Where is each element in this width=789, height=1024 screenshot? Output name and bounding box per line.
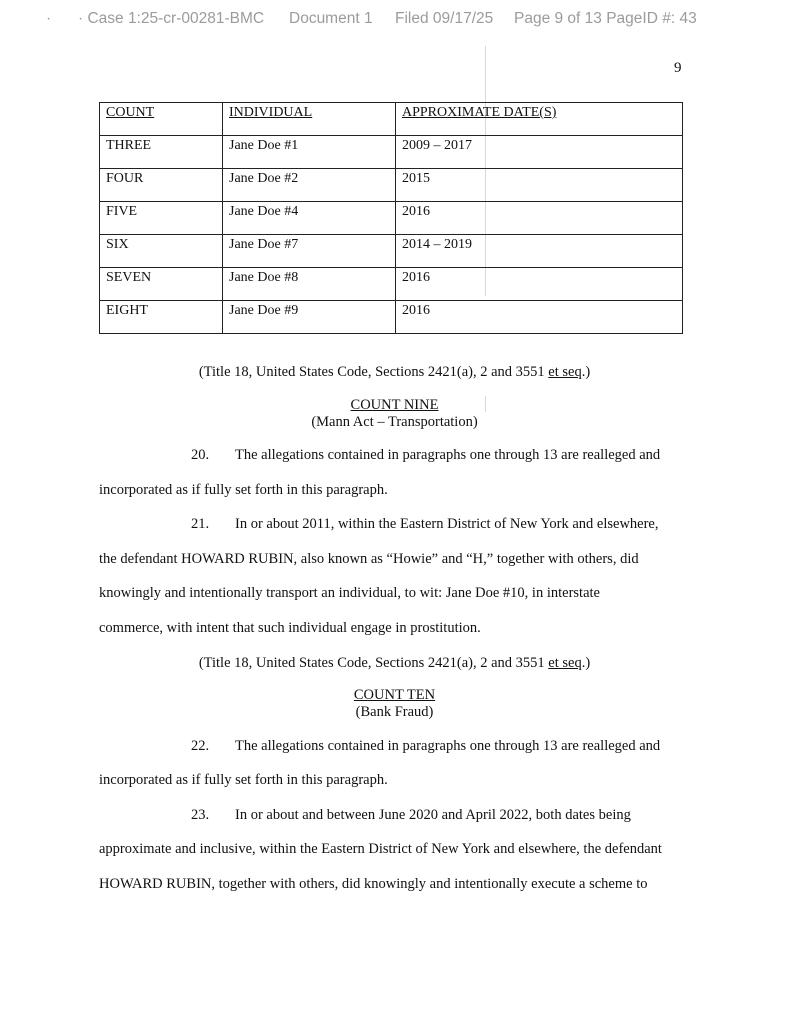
- filed-date: Filed 09/17/25: [395, 10, 494, 27]
- cell-count: EIGHT: [100, 301, 223, 334]
- statute-citation: [0, 655, 789, 672]
- cell-individual: Jane Doe #4: [223, 202, 396, 235]
- paragraph-text: incorporated as if fully set forth in this paragraph.: [99, 772, 388, 788]
- count-subtitle: (Bank Fraud): [355, 704, 434, 720]
- count-title: COUNT NINE: [350, 397, 439, 413]
- header-dates: APPROXIMATE DATE(S): [402, 105, 557, 120]
- paragraph-text: In or about and between June 2020 and April 2022, both dates being: [235, 807, 631, 823]
- citation-end: .): [581, 364, 591, 380]
- paragraph-text: approximate and inclusive, within the Eastern District of New York and elsewhere, the defendant: [99, 841, 662, 857]
- paragraph-text: The allegations contained in paragraphs one through 13 are realleged and: [235, 447, 661, 463]
- document-label: Document 1: [289, 10, 373, 27]
- cell-count: SEVEN: [100, 268, 223, 301]
- cell-date: 2009 – 2017: [396, 136, 683, 169]
- paragraph-text: the defendant HOWARD RUBIN, also known as “Howie” and “H,” together with others, did: [99, 551, 639, 567]
- paragraph-number: 23.: [191, 807, 210, 823]
- cell-individual: Jane Doe #9: [223, 301, 396, 334]
- citation-text: (Title 18, United States Code, Sections 2421(a), 2 and 3551: [198, 655, 549, 671]
- paragraph-text: incorporated as if fully set forth in this paragraph.: [99, 482, 388, 498]
- paragraph-text: HOWARD RUBIN, together with others, did knowingly and intentionally execute a scheme to: [99, 876, 648, 892]
- cell-individual: Jane Doe #8: [223, 268, 396, 301]
- citation-et-seq: et seq: [548, 655, 582, 671]
- cell-individual: Jane Doe #2: [223, 169, 396, 202]
- table-row: [100, 136, 683, 169]
- paragraph-text: The allegations contained in paragraphs one through 13 are realleged and: [235, 738, 661, 754]
- cell-individual: Jane Doe #7: [223, 235, 396, 268]
- count-title: COUNT TEN: [353, 687, 436, 703]
- page-number: 9: [674, 60, 682, 76]
- cell-date: 2014 – 2019: [396, 235, 683, 268]
- cell-count: FOUR: [100, 169, 223, 202]
- citation-text: (Title 18, United States Code, Sections 2421(a), 2 and 3551: [198, 364, 549, 380]
- count-subtitle: (Mann Act – Transportation): [311, 414, 478, 430]
- count-ten-heading: [0, 687, 789, 721]
- cell-date: 2016: [396, 268, 683, 301]
- paragraph-text: In or about 2011, within the Eastern District of New York and elsewhere,: [235, 516, 659, 532]
- table-header-row: [100, 103, 683, 136]
- table-row: [100, 268, 683, 301]
- cell-date: 2016: [396, 202, 683, 235]
- cell-date: 2015: [396, 169, 683, 202]
- cell-individual: Jane Doe #1: [223, 136, 396, 169]
- table-row: [100, 202, 683, 235]
- citation-end: .): [581, 655, 591, 671]
- cell-count: THREE: [100, 136, 223, 169]
- case-number: · Case 1:25-cr-00281-BMC: [78, 10, 265, 27]
- paragraph-number: 22.: [191, 738, 210, 754]
- cell-date: 2016: [396, 301, 683, 334]
- table-row: [100, 169, 683, 202]
- table-row: [100, 235, 683, 268]
- statute-citation: [0, 364, 789, 381]
- paragraph-text: knowingly and intentionally transport an individual, to wit: Jane Doe #10, in interstate: [99, 585, 600, 601]
- paragraph-number: 21.: [191, 516, 210, 532]
- cell-count: SIX: [100, 235, 223, 268]
- citation-et-seq: et seq: [548, 364, 582, 380]
- counts-table: [99, 102, 683, 334]
- paragraph-number: 20.: [191, 447, 210, 463]
- page-id: Page 9 of 13 PageID #: 43: [514, 10, 697, 27]
- header-count: COUNT: [106, 105, 155, 120]
- table-row: [100, 301, 683, 334]
- header-individual: INDIVIDUAL: [229, 105, 313, 120]
- cell-count: FIVE: [100, 202, 223, 235]
- header-dot: ·: [46, 10, 52, 27]
- count-nine-heading: [0, 397, 789, 431]
- paragraph-text: commerce, with intent that such individual engage in prostitution.: [99, 620, 481, 636]
